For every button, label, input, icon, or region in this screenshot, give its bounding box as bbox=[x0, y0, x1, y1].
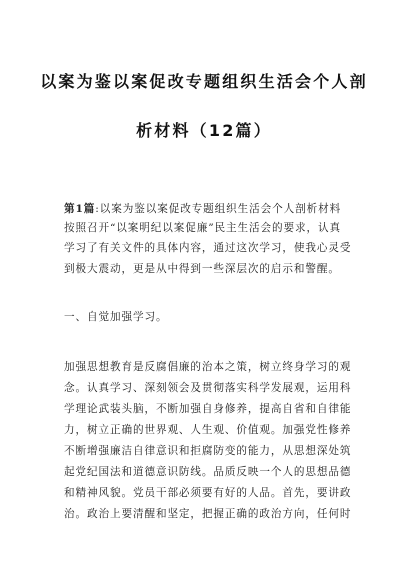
document-title-line-2: 析材料（12篇） bbox=[136, 121, 272, 140]
body-line: 和精神风貌。党员干部必须要有好的人品。首先，要讲政 bbox=[64, 487, 352, 499]
body-line: 起党纪国法和道德意识防线。品质反映一个人的思想品德 bbox=[64, 466, 352, 478]
body-line: 不断增强廉洁自律意识和拒腐防变的能力，从思想深处筑 bbox=[64, 445, 352, 457]
document-title-line-1: 以案为鉴以案促改专题组织生活会个人剖 bbox=[40, 72, 368, 91]
article-number: 第1篇 bbox=[64, 203, 96, 215]
article-subtitle-text: :以案为鉴以案促改专题组织生活会个人剖析材料 bbox=[95, 203, 342, 215]
body-line: 学理论武装头脑，不断加强自身修养，提高自省和自律能 bbox=[64, 403, 352, 415]
intro-line: 学习了有关文件的具体内容，通过这次学习，使我心灵受 bbox=[64, 242, 352, 254]
body-line: 力，树立正确的世界观、人生观、价值观。加强党性修养 bbox=[64, 424, 352, 436]
intro-line: 按照召开“以案明纪以案促廉”民主生活会的要求，认真 bbox=[64, 222, 341, 234]
section-heading: 一、自觉加强学习。 bbox=[64, 311, 168, 323]
body-line: 治。政治上要清醒和坚定，把握正确的政治方向，任何时 bbox=[64, 508, 352, 520]
body-line: 念。认真学习、深刻领会及贯彻落实科学发展观，运用科 bbox=[64, 382, 352, 394]
intro-line: 到极大震动，更是从中得到一些深层次的启示和警醒。 bbox=[64, 263, 340, 275]
article-subtitle bbox=[64, 202, 349, 216]
body-line: 加强思想教育是反腐倡廉的治本之策，树立终身学习的观 bbox=[64, 361, 352, 373]
